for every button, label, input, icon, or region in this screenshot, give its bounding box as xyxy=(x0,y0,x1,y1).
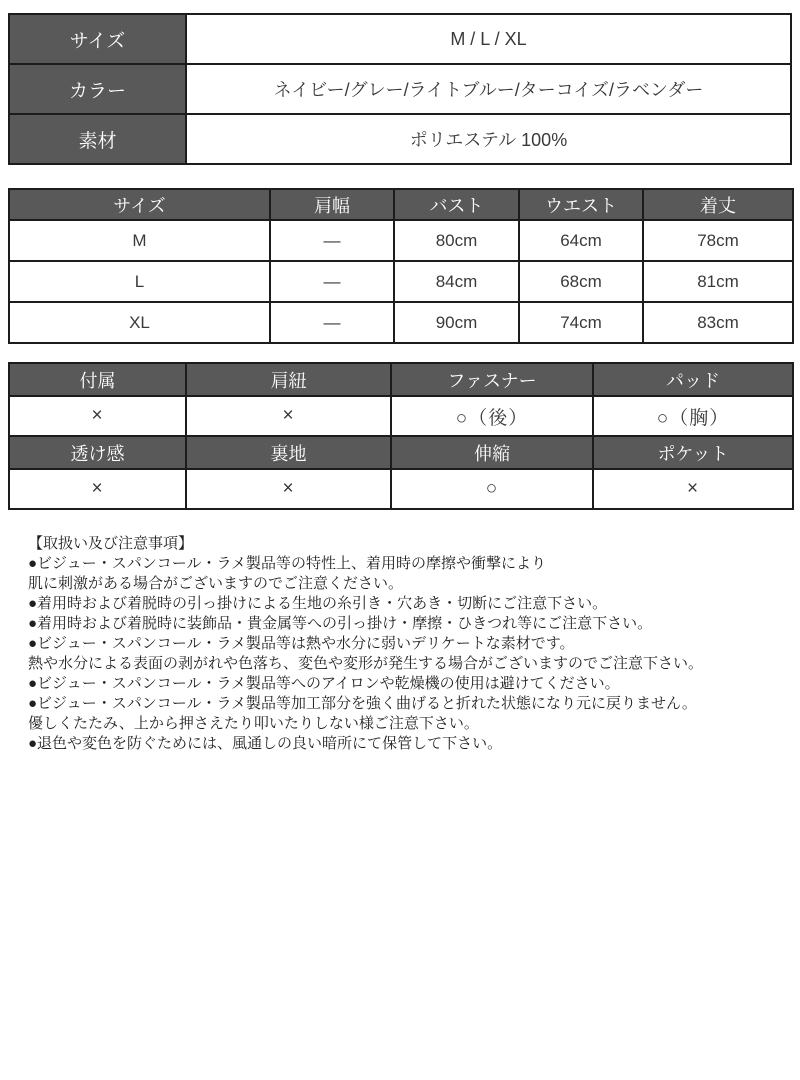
care-note-line: ●着用時および着脱時に装飾品・貴金属等への引っ掛け・摩擦・ひきつれ等にご注意下さい。 xyxy=(28,615,653,632)
size-cell: 68cm xyxy=(519,261,643,302)
feature-header-pocket: ポケット xyxy=(593,436,793,469)
size-cell: 64cm xyxy=(519,220,643,261)
spec-label-color: カラー xyxy=(9,64,186,114)
size-cell: 80cm xyxy=(394,220,519,261)
feature-header-pad: パッド xyxy=(593,363,793,396)
feature-header-accessory: 付属 xyxy=(9,363,186,396)
care-note-line: ●ビジュー・スパンコール・ラメ製品等の特性上、着用時の摩擦や衝撃により xyxy=(28,555,547,572)
size-cell: 78cm xyxy=(643,220,793,261)
care-note-line: 熱や水分による表面の剥がれや色落ち、変色や変形が発生する場合がございますのでご注意下さい。 xyxy=(28,655,704,672)
size-cell: 83cm xyxy=(643,302,793,343)
feature-table xyxy=(8,362,794,510)
size-cell: M xyxy=(9,220,270,261)
size-cell: — xyxy=(270,261,394,302)
feature-value-row-2 xyxy=(9,469,793,509)
size-row-xl xyxy=(9,302,793,343)
size-col-header-size: サイズ xyxy=(9,189,270,220)
size-col-header-length: 着丈 xyxy=(643,189,793,220)
size-cell: — xyxy=(270,220,394,261)
care-note-line: 肌に刺激がある場合がございますのでご注意ください。 xyxy=(28,575,404,592)
feature-value-accessory: × xyxy=(9,396,186,436)
spec-row-size xyxy=(9,14,791,64)
spec-label-material: 素材 xyxy=(9,114,186,164)
feature-header-stretch: 伸縮 xyxy=(391,436,593,469)
care-note-line: ●ビジュー・スパンコール・ラメ製品等加工部分を強く曲げると折れた状態になり元に戻りません。 xyxy=(28,695,697,712)
feature-value-lining: × xyxy=(186,469,391,509)
spec-row-color xyxy=(9,64,791,114)
size-col-header-waist: ウエスト xyxy=(519,189,643,220)
feature-value-sheerness: × xyxy=(9,469,186,509)
size-row-m xyxy=(9,220,793,261)
size-cell: 84cm xyxy=(394,261,519,302)
size-col-header-shoulder: 肩幅 xyxy=(270,189,394,220)
feature-header-sheerness: 透け感 xyxy=(9,436,186,469)
care-note-line: 優しくたたみ、上から押さえたり叩いたりしない様ご注意下さい。 xyxy=(28,715,479,732)
care-notes-section xyxy=(28,534,780,754)
size-cell: L xyxy=(9,261,270,302)
feature-value-fastener: ○（後） xyxy=(391,396,593,436)
care-note-line: ●ビジュー・スパンコール・ラメ製品等へのアイロンや乾燥機の使用は避けてください。 xyxy=(28,675,620,692)
care-note-line: ●着用時および着脱時の引っ掛けによる生地の糸引き・穴あき・切断にご注意下さい。 xyxy=(28,595,608,612)
size-cell: 90cm xyxy=(394,302,519,343)
feature-value-row-1 xyxy=(9,396,793,436)
spec-row-material xyxy=(9,114,791,164)
size-row-l xyxy=(9,261,793,302)
feature-header-fastener: ファスナー xyxy=(391,363,593,396)
size-cell: 74cm xyxy=(519,302,643,343)
size-col-header-bust: バスト xyxy=(394,189,519,220)
product-spec-page xyxy=(0,13,800,1080)
feature-header-row-2 xyxy=(9,436,793,469)
size-measurement-table xyxy=(8,188,794,344)
care-notes-title: 【取扱い及び注意事項】 xyxy=(28,535,194,552)
size-cell: — xyxy=(270,302,394,343)
size-cell: XL xyxy=(9,302,270,343)
feature-value-stretch: ○ xyxy=(391,469,593,509)
spec-value-material: ポリエステル 100% xyxy=(186,114,791,164)
spec-table xyxy=(8,13,792,165)
feature-header-lining: 裏地 xyxy=(186,436,391,469)
spec-value-size: M / L / XL xyxy=(186,14,791,64)
care-note-line: ●ビジュー・スパンコール・ラメ製品等は熱や水分に弱いデリケートな素材です。 xyxy=(28,635,575,652)
spec-value-color: ネイビー/グレー/ライトブルー/ターコイズ/ラベンダー xyxy=(186,64,791,114)
spec-label-size: サイズ xyxy=(9,14,186,64)
size-table-header-row xyxy=(9,189,793,220)
feature-header-strap: 肩紐 xyxy=(186,363,391,396)
care-note-line: ●退色や変色を防ぐためには、風通しの良い暗所にて保管して下さい。 xyxy=(28,735,503,752)
feature-value-pad: ○（胸） xyxy=(593,396,793,436)
size-cell: 81cm xyxy=(643,261,793,302)
feature-header-row-1 xyxy=(9,363,793,396)
feature-value-pocket: × xyxy=(593,469,793,509)
feature-value-strap: × xyxy=(186,396,391,436)
